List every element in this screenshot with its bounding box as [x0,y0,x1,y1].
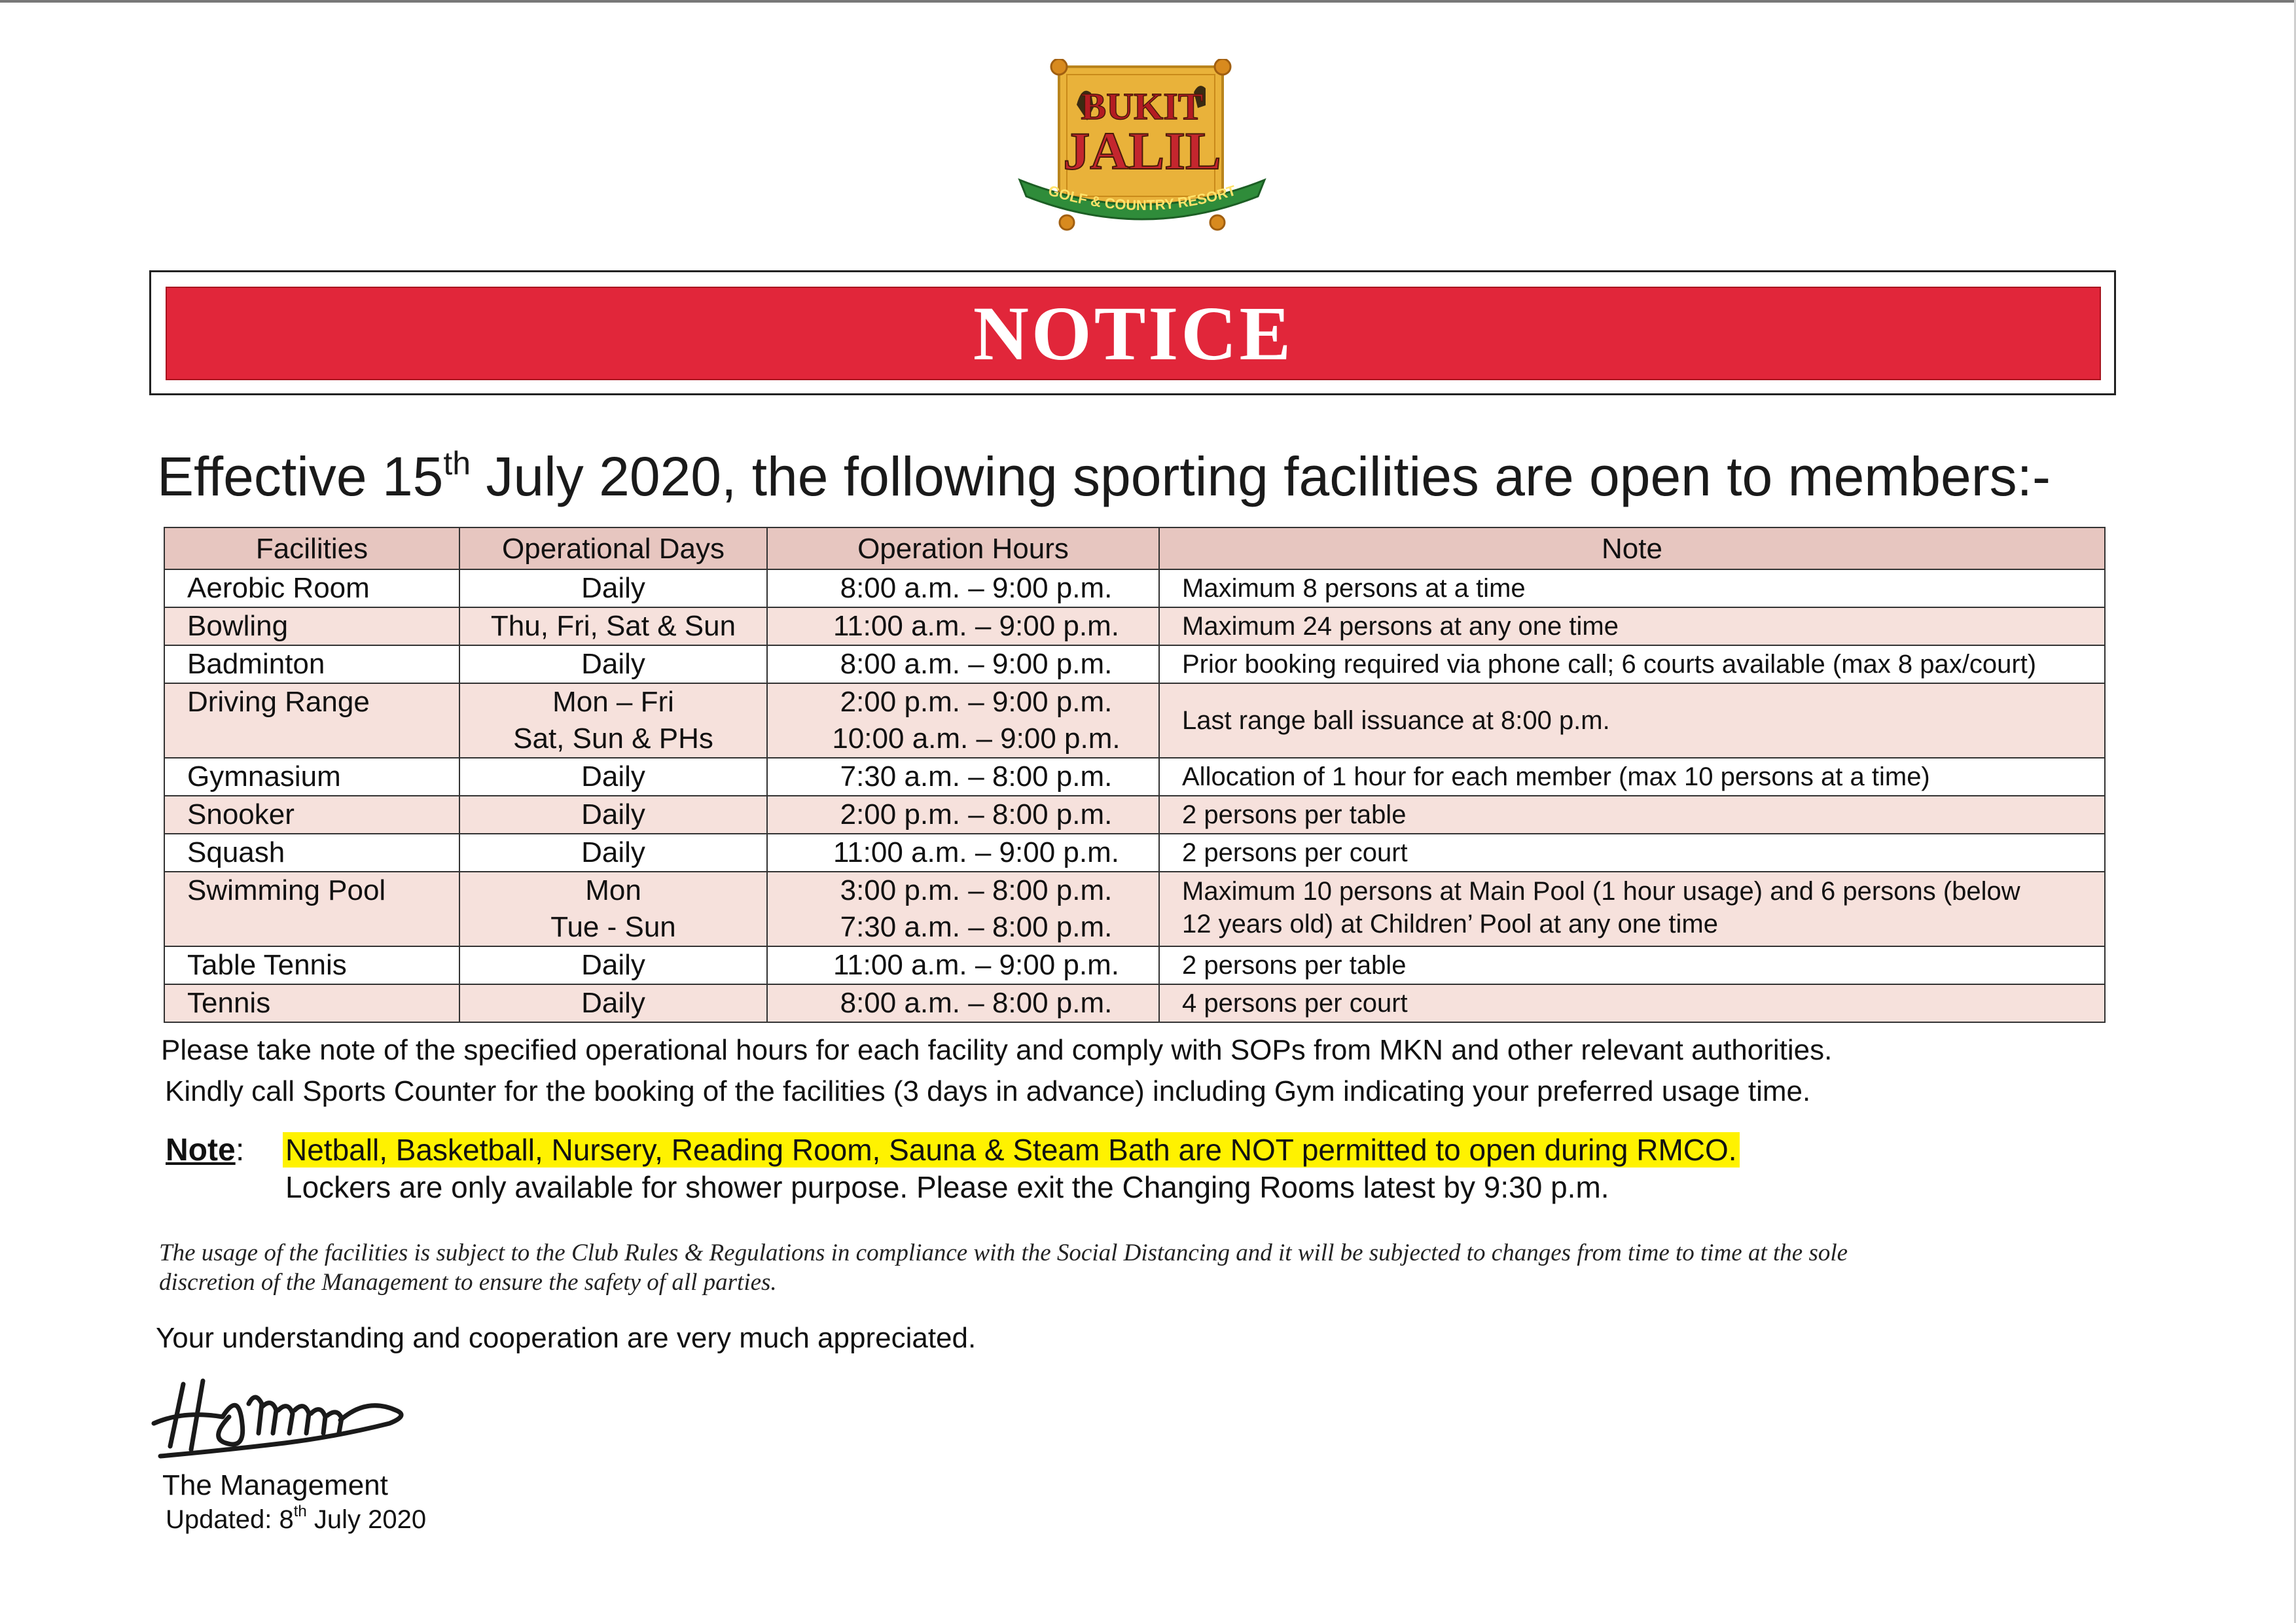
header-facilities: Facilities [164,527,459,569]
headline-sup: th [443,445,471,482]
disclaimer-line: discretion of the Management to ensure the safety of all parties. [159,1269,777,1296]
table-row [164,796,2105,834]
cell-days [459,683,767,758]
cell-hours [767,683,1159,758]
cell-note-line: Maximum 10 persons at Main Pool (1 hour usage) and 6 persons (below [1182,877,2020,906]
updated-suffix: July 2020 [306,1505,427,1534]
header-note: Note [1159,527,2105,569]
cell-note: 2 persons per table [1159,796,2105,834]
cell-days: Daily [459,645,767,683]
cell-days-line: Tue - Sun [550,911,676,943]
cell-hours-line: 2:00 p.m. – 9:00 p.m. [840,686,1113,718]
cell-facility: Gymnasium [164,758,459,796]
cell-days [459,872,767,946]
logo-line2: JALIL [1063,121,1221,181]
cell-note-line: 12 years old) at Children’ Pool at any one time [1182,910,1718,938]
signoff-name: The Management [162,1469,388,1501]
updated-sup: th [293,1503,307,1520]
note-highlighted-text: Netball, Basketball, Nursery, Reading Room, Sauna & Steam Bath are NOT permitted to open during RMCO. [283,1132,1740,1168]
table-row [164,569,2105,607]
cell-facility: Aerobic Room [164,569,459,607]
table-row [164,683,2105,758]
logo-line1: BUKIT [1081,85,1204,128]
cell-note: Maximum 24 persons at any one time [1159,607,2105,645]
cell-hours-line: 10:00 a.m. – 9:00 p.m. [832,722,1121,755]
cell-days: Daily [459,796,767,834]
cell-hours: 2:00 p.m. – 8:00 p.m. [767,796,1159,834]
headline-suffix: July 2020, the following sporting facilities are open to members:- [471,446,2051,507]
note-lockers-text: Lockers are only available for shower purpose. Please exit the Changing Rooms latest by 9:30 p.m. [285,1170,1609,1204]
cell-note: 2 persons per table [1159,946,2105,984]
cell-note: 2 persons per court [1159,834,2105,872]
cell-note: Allocation of 1 hour for each member (max 10 persons at a time) [1159,758,2105,796]
cell-hours-line: 3:00 p.m. – 8:00 p.m. [840,874,1113,906]
cell-days-line: Mon [585,874,641,906]
club-logo-graphic [1014,59,1270,236]
table-row [164,872,2105,946]
signature [144,1371,425,1469]
scan-edge-top [0,0,2296,3]
cell-days: Daily [459,834,767,872]
table-row [164,607,2105,645]
notice-title: NOTICE [973,290,1294,376]
disclaimer-line: The usage of the facilities is subject to the Club Rules & Regulations in compliance with the Social Distancing and it will be subjected to changes from time to time at the sole [159,1240,1848,1266]
table-row [164,645,2105,683]
cell-hours: 7:30 a.m. – 8:00 p.m. [767,758,1159,796]
table-row [164,984,2105,1022]
table-row [164,946,2105,984]
notice-banner-frame [149,270,2116,395]
cell-hours: 8:00 a.m. – 9:00 p.m. [767,569,1159,607]
cell-hours: 8:00 a.m. – 9:00 p.m. [767,645,1159,683]
table-header-row [164,527,2105,569]
cell-note: Prior booking required via phone call; 6 courts available (max 8 pax/court) [1159,645,2105,683]
notice-banner [166,287,2101,380]
cell-days-line: Sat, Sun & PHs [513,722,713,755]
cell-days: Daily [459,569,767,607]
header-operational-days: Operational Days [459,527,767,569]
cell-hours-line: 7:30 a.m. – 8:00 p.m. [840,911,1113,943]
logo-ribbon-text: GOLF & COUNTRY RESORT [1046,182,1238,214]
cell-hours: 11:00 a.m. – 9:00 p.m. [767,946,1159,984]
note-colon: : [236,1133,245,1168]
cell-note: 4 persons per court [1159,984,2105,1022]
cell-facility: Swimming Pool [164,872,459,946]
signoff-updated-date [166,1505,426,1535]
disclaimer [159,1238,2155,1297]
cell-days: Daily [459,984,767,1022]
headline-prefix: Effective 15 [157,446,444,507]
club-logo [1014,59,1270,236]
paragraph-hours-compliance: Please take note of the specified operational hours for each facility and comply with SOPs from MKN and other relevant authorities. [161,1034,1833,1066]
cell-facility: Table Tennis [164,946,459,984]
table-row [164,834,2105,872]
cell-days: Thu, Fri, Sat & Sun [459,607,767,645]
cell-facility: Tennis [164,984,459,1022]
cell-note: Maximum 8 persons at a time [1159,569,2105,607]
cell-facility: Driving Range [164,683,459,758]
cell-note: Last range ball issuance at 8:00 p.m. [1159,683,2105,758]
signature-graphic [144,1371,425,1469]
closing-line: Your understanding and cooperation are very much appreciated. [156,1322,977,1354]
cell-facility: Bowling [164,607,459,645]
effective-headline [157,445,2153,508]
cell-hours: 11:00 a.m. – 9:00 p.m. [767,607,1159,645]
cell-facility: Snooker [164,796,459,834]
facilities-table [164,527,2106,1023]
updated-prefix: Updated: 8 [166,1505,294,1534]
table-row [164,758,2105,796]
cell-hours: 11:00 a.m. – 9:00 p.m. [767,834,1159,872]
header-operation-hours: Operation Hours [767,527,1159,569]
cell-days: Daily [459,758,767,796]
cell-note [1159,872,2105,946]
paragraph-booking: Kindly call Sports Counter for the booking of the facilities (3 days in advance) including Gym indicating your preferred usage time. [165,1075,1811,1107]
cell-facility: Badminton [164,645,459,683]
cell-days-line: Mon – Fri [552,686,674,718]
cell-days: Daily [459,946,767,984]
cell-hours: 8:00 a.m. – 8:00 p.m. [767,984,1159,1022]
cell-hours [767,872,1159,946]
note-label: Note [166,1133,236,1168]
cell-facility: Squash [164,834,459,872]
